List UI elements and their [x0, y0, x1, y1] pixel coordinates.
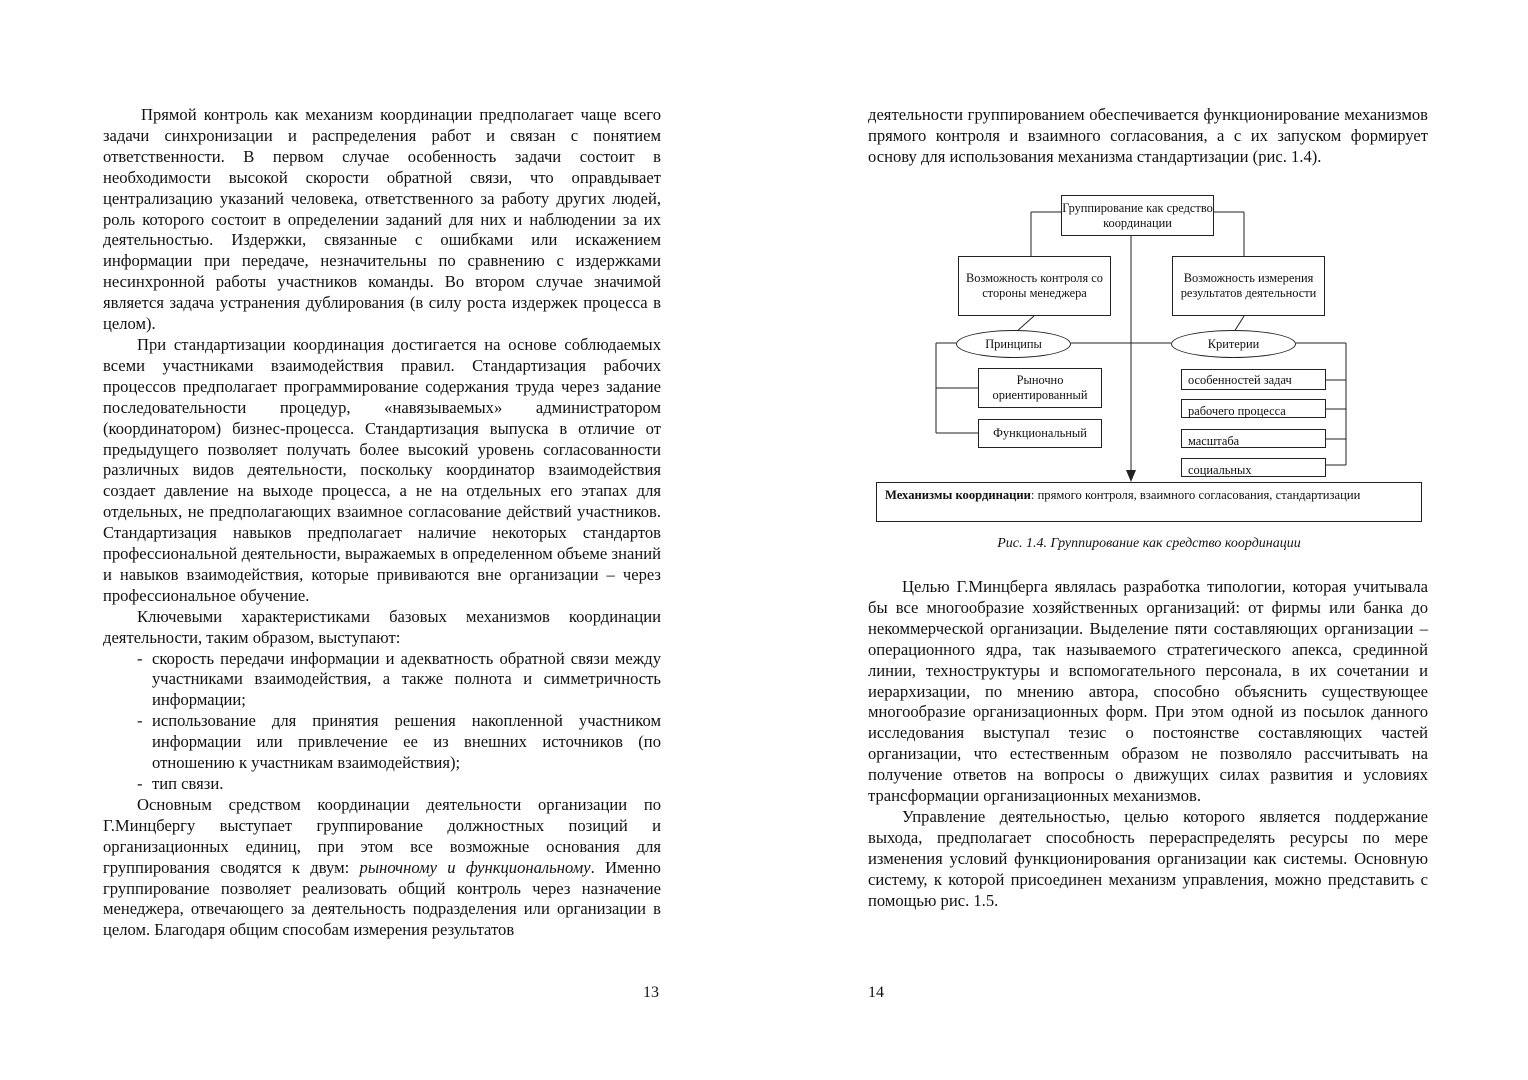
paragraph: деятельности группированием обеспечивается функционирование механизмов прямого контроля и взаимного согласования, а с их запуском формирует основу для использования механизма стандартизации (рис. 1.4).: [868, 105, 1428, 166]
diagram-principles-oval: Принципы: [956, 330, 1071, 358]
paragraph-text: . Именно группирование позволяет реализовать общий контроль через назначение менеджера, отвечающего за деятельность подразделения или организации в целом. Благодаря общим способам измерения результатов: [103, 857, 661, 940]
list-item-text: скорость передачи информации и адекватность обратной связи между участниками взаимодействия, а также полнота и симметричность информации;: [152, 648, 661, 710]
diagram-criterion-box: социальных: [1181, 458, 1326, 477]
list-item-text: тип связи.: [152, 774, 224, 793]
grouping-diagram: [876, 192, 1422, 522]
list-item: [103, 649, 661, 712]
list-item: [103, 711, 661, 774]
diagram-criterion-box: масштаба: [1181, 429, 1326, 448]
diagram-criterion-box: рабочего процесса: [1181, 399, 1326, 418]
paragraph: Управление деятельностью, целью которого является поддержание выхода, предполагает способность перераспределять ресурсы по мере изменения условий функционирования организации как системы. Основную систему, к которой присоединен механизм управления, можно представить с помощью рис. 1.5.: [868, 806, 1428, 910]
emphasis-text: рыночному и функциональному: [359, 857, 591, 877]
diagram-control-box: Возможность контроля со стороны менеджера: [958, 256, 1111, 316]
right-page-top-text: [868, 105, 1428, 168]
diagram-principle-box: Функциональный: [978, 419, 1102, 448]
list-dash: -: [137, 648, 143, 668]
diagram-criteria-oval: Критерии: [1171, 330, 1296, 358]
paragraph-text: Основным средством координации деятельности организации по Г.Минцбергу выступает группирование должностных позиций и организационных единиц, при этом все возможные основания для группирования сводятся к двум:: [103, 794, 661, 877]
figure-caption: Рис. 1.4. Группирование как средство координации: [997, 536, 1301, 551]
paragraph: Ключевыми характеристиками базовых механизмов координации деятельности, таким образом, выступают:: [103, 606, 661, 647]
diagram-criterion-box: особенностей задач: [1181, 369, 1326, 390]
characteristics-list: [103, 649, 661, 795]
paragraph: [103, 795, 661, 941]
diagram-measurement-box: Возможность измерения результатов деятельности: [1172, 256, 1325, 316]
paragraph: Прямой контроль как механизм координации предполагает чаще всего задачи синхронизации и распределения работ и связан с понятием ответственности. В первом случае особенность задачи состоит в необходимости высокой скорости обратной связи, что оправдывает централизацию указаний человека, ответственного за работу других людей, роль которого состоит в определении заданий для них и наблюдении за их деятельностью. Издержки, связанные с ошибками или искажением информации при передаче, незначительны по сравнению с издержками несинхронной работы участников команды. Во втором случае значимой является задача устранения дублирования (в силу роста издержек процесса в целом).: [103, 105, 661, 334]
right-page-text: [868, 577, 1428, 912]
list-dash: -: [137, 711, 143, 731]
list-item: [103, 774, 661, 795]
diagram-connectors: [876, 192, 1422, 522]
list-item-text: использование для принятия решения накопленной участником информации или привлечение ее из внешних источников (по отношению к участникам взаимодействия);: [152, 711, 661, 773]
paragraph: Целью Г.Минцберга являлась разработка типологии, которая учитывала бы все многообразие хозяйственных организаций: от фирмы или банка до некоммерческой организации. Выделение пяти составляющих организации – операционного ядра, так называемого стратегического апекса, срединной линии, техноструктуры и вспомогательного персонала, в их сочетании и иерархизации, по мнению автора, способно объяснить существующее многообразие организационных форм. При этом одной из посылок данного исследования выступал тезис о постоянстве составляющих частей организации, что естественным образом не позволяло рассчитывать на получение ответов на вопросы о движущих силах развития и условиях трансформации организационных механизмов.: [868, 577, 1428, 806]
page-number: 13: [643, 984, 659, 1001]
diagram-mechanisms-box: [876, 482, 1422, 522]
left-page-text: [103, 105, 661, 941]
paragraph: При стандартизации координация достигается на основе соблюдаемых всеми участниками взаимодействия правил. Стандартизация рабочих процессов предполагает программирование содержания труда через задание последовательности процедур, «навязываемых» администратором (координатором) бизнес-процесса. Стандартизация выпуска в отличие от предыдущего позволяет получать более высокий уровень согласованности различных видов деятельности, поскольку координатор взаимодействия создает давление на выходе процесса, а не на отдельных его этапах для отдельных, не предполагающих взаимное согласование действий участников. Стандартизация навыков предполагает наличие некоторых стандартов профессиональной деятельности, выражаемых в определенном объеме знаний и навыков взаимодействия, которые прививаются вне организации – через профессиональное обучение.: [103, 334, 661, 605]
page-number: 14: [868, 984, 884, 1001]
diagram-principle-box: Рыночно ориентированный: [978, 368, 1102, 408]
mechanisms-label: Механизмы координации: [885, 488, 1031, 502]
list-dash: -: [137, 774, 143, 793]
mechanisms-text: : прямого контроля, взаимного согласования, стандартизации: [1030, 488, 1361, 502]
diagram-root-box: Группирование как средство координации: [1061, 195, 1214, 236]
